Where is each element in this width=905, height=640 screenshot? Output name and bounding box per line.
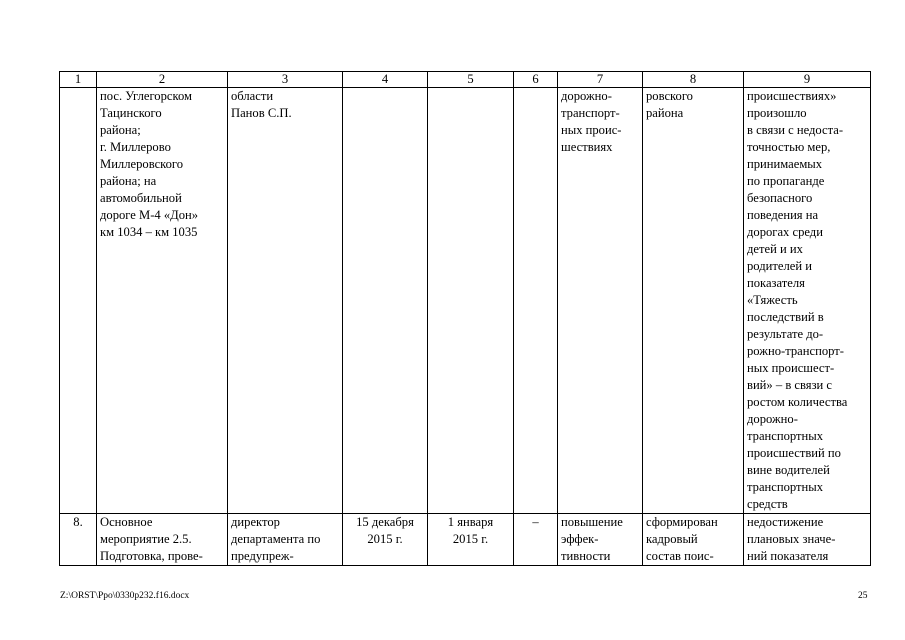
cell-col2 — [97, 514, 228, 566]
cell-line: ровского — [646, 89, 693, 103]
cell-col6 — [514, 88, 558, 514]
cell-line: тивности — [561, 549, 611, 563]
cell-line: сформирован — [646, 515, 718, 529]
cell-line: происшествиях» — [747, 89, 837, 103]
cell-col9 — [744, 514, 871, 566]
cell-col7 — [558, 88, 643, 514]
cell-line: района; — [100, 123, 141, 137]
cell-line: автомобильной — [100, 191, 182, 205]
cell-col6: – — [514, 514, 558, 566]
cell-line: ных происшест- — [747, 361, 835, 375]
cell-line: района — [646, 106, 684, 120]
cell-col7 — [558, 514, 643, 566]
cell-line: происшествий по — [747, 446, 841, 460]
cell-line: директор — [231, 515, 280, 529]
cell-line: транспортных — [747, 480, 824, 494]
cell-line: дорожно- — [747, 412, 798, 426]
cell-col1 — [60, 88, 97, 514]
footer-page-number: 25 — [858, 591, 868, 601]
header-cell: 2 — [97, 72, 228, 88]
header-cell: 5 — [428, 72, 514, 88]
cell-line: мероприятие 2.5. — [100, 532, 192, 546]
cell-line: 2015 г. — [367, 532, 403, 546]
header-cell: 9 — [744, 72, 871, 88]
cell-line: поведения на — [747, 208, 819, 222]
cell-line: недостижение — [747, 515, 824, 529]
cell-line: транспорт- — [561, 106, 620, 120]
cell-line: г. Миллерово — [100, 140, 171, 154]
cell-col9 — [744, 88, 871, 514]
cell-col8 — [643, 88, 744, 514]
data-table — [59, 71, 871, 566]
header-cell: 6 — [514, 72, 558, 88]
header-cell: 1 — [60, 72, 97, 88]
cell-line: произошло — [747, 106, 807, 120]
cell-row-number: 8. — [60, 514, 97, 566]
cell-col5 — [428, 514, 514, 566]
cell-col2 — [97, 88, 228, 514]
cell-line: шествиях — [561, 140, 613, 154]
cell-line: Подготовка, прове- — [100, 549, 203, 563]
cell-line: кадровый — [646, 532, 698, 546]
header-cell: 8 — [643, 72, 744, 88]
cell-col5 — [428, 88, 514, 514]
cell-line: принимаемых — [747, 157, 823, 171]
cell-line: точностью мер, — [747, 140, 831, 154]
cell-line: ростом количества — [747, 395, 848, 409]
cell-line: района; на — [100, 174, 157, 188]
cell-line: средств — [747, 497, 788, 511]
cell-col4 — [343, 514, 428, 566]
header-row — [60, 72, 871, 88]
cell-line: Панов С.П. — [231, 106, 292, 120]
cell-line: родителей и — [747, 259, 812, 273]
cell-line: 15 декабря — [356, 515, 414, 529]
table-row-continued — [60, 88, 871, 514]
cell-line: 2015 г. — [452, 532, 489, 546]
header-cell: 7 — [558, 72, 643, 88]
cell-line: дорогах среди — [747, 225, 823, 239]
cell-line: вий» – в связи с — [747, 378, 833, 392]
cell-line: км 1034 – км 1035 — [100, 225, 198, 239]
header-cell: 3 — [228, 72, 343, 88]
cell-line: «Тяжесть — [747, 293, 798, 307]
cell-line: дороге М-4 «Дон» — [100, 208, 199, 222]
cell-line: Миллеровского — [100, 157, 184, 171]
cell-line: результате до- — [747, 327, 824, 341]
cell-line: безопасного — [747, 191, 813, 205]
cell-col3 — [228, 514, 343, 566]
cell-col8 — [643, 514, 744, 566]
cell-line: департамента по — [231, 532, 321, 546]
cell-line: детей и их — [747, 242, 803, 256]
footer-file-path: Z:\ORST\Ppo\0330p232.f16.docx — [60, 591, 190, 601]
cell-col4 — [343, 88, 428, 514]
cell-line: состав поис- — [646, 549, 714, 563]
cell-line: в связи с недоста- — [747, 123, 844, 137]
cell-line: пос. Углегорском — [100, 89, 192, 103]
cell-line: дорожно- — [561, 89, 612, 103]
cell-line: вине водителей — [747, 463, 830, 477]
table-row-8 — [60, 514, 871, 566]
cell-line: последствий в — [747, 310, 824, 324]
cell-line: ний показателя — [747, 549, 829, 563]
cell-line: плановых значе- — [747, 532, 836, 546]
cell-line: показателя — [747, 276, 805, 290]
cell-line: предупреж- — [231, 549, 294, 563]
cell-line: ных проис- — [561, 123, 622, 137]
cell-line: транспортных — [747, 429, 824, 443]
cell-line: области — [231, 89, 274, 103]
header-cell: 4 — [343, 72, 428, 88]
cell-line: по пропаганде — [747, 174, 825, 188]
cell-col3 — [228, 88, 343, 514]
cell-line: 1 января — [447, 515, 494, 529]
cell-line: эффек- — [561, 532, 599, 546]
cell-line: Основное — [100, 515, 153, 529]
cell-line: рожно-транспорт- — [747, 344, 844, 358]
cell-line: Тацинского — [100, 106, 162, 120]
cell-line: повышение — [561, 515, 623, 529]
